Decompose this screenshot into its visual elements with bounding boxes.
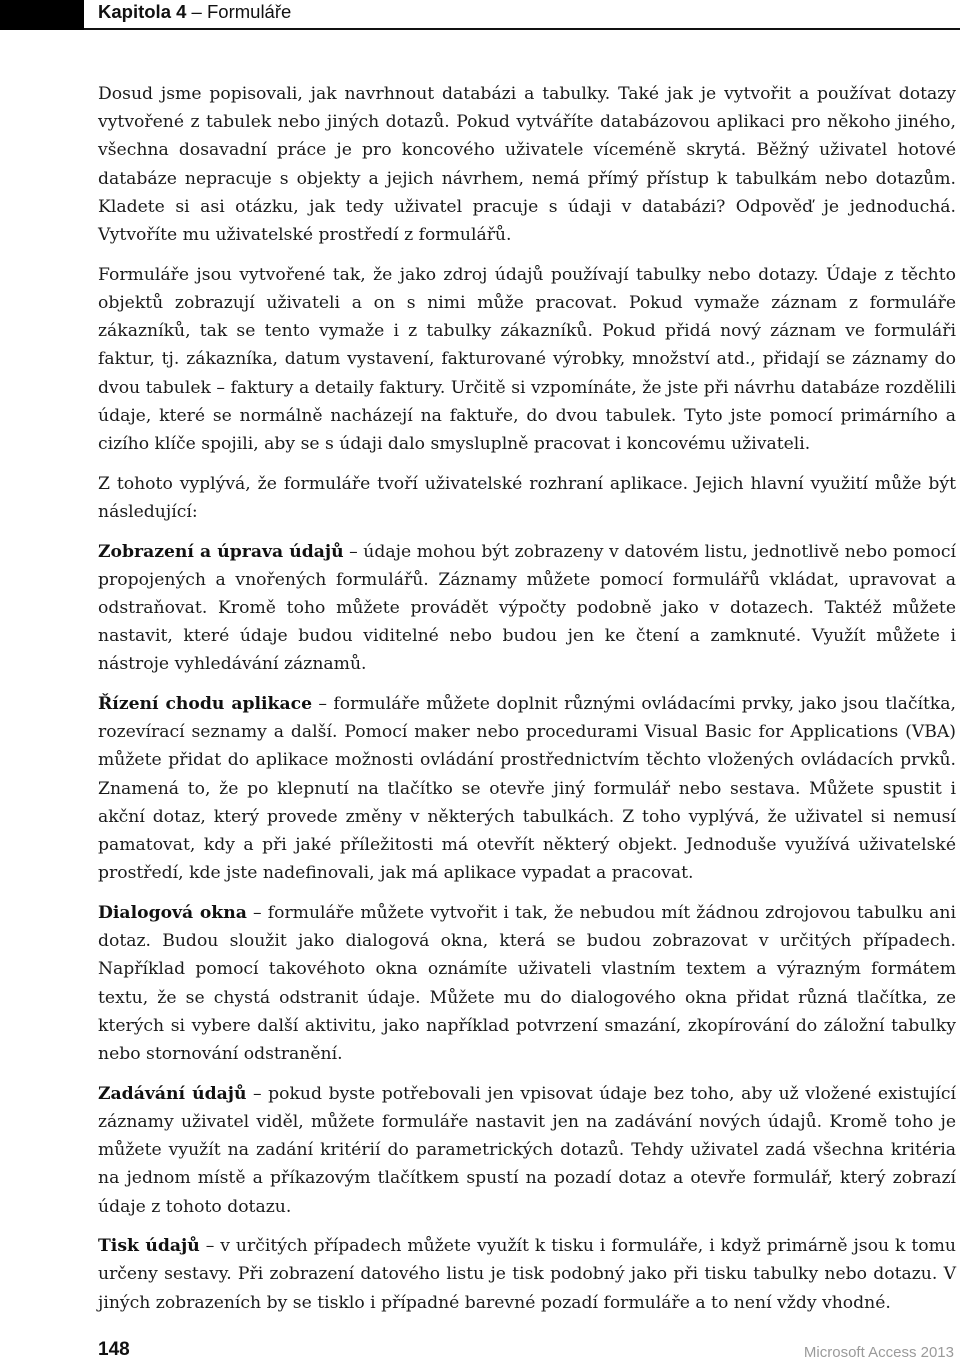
running-header — [98, 1, 291, 23]
paragraph-term: Zadávání údajů — [98, 1083, 247, 1104]
page-number: 148 — [98, 1339, 130, 1360]
paragraph-uses-intro — [98, 470, 956, 526]
paragraph-printing — [98, 1232, 956, 1317]
paragraph-data-entry — [98, 1080, 956, 1221]
paragraph-text: – pokud byste potřebovali jen vpisovat údaje bez toho, aby už vložené existující záznamy uživatel viděl, můžete formuláře nastavit jen na zadávání nových údajů. Kromě toho je můžete využít na zadání kritérií do parametrických dotazů. Tehdy uživatel zadá všechna kritéria na jednom místě a příkazovým tlačítkem spustí na pozadí dotaz a otevře formulář, který zobrazí údaje z tohoto dotazu. — [98, 1083, 956, 1217]
paragraph-dialogs — [98, 899, 956, 1068]
paragraph-term: Zobrazení a úprava údajů — [98, 541, 344, 562]
header-rule — [84, 28, 960, 30]
header-black-tab — [0, 0, 84, 30]
body-text — [98, 80, 956, 1328]
paragraph-text: Dosud jsme popisovali, jak navrhnout databázi a tabulky. Také jak je vytvořit a používat dotazy vytvořené z tabulek nebo jiných dotazů. Pokud vytváříte databázovou aplikaci pro někoho jiného, všechna dosavadní práce je pro koncového uživatele víceméně skrytá. Běžný uživatel hotové databáze nepracuje s objekty a jejich návrhem, nemá přímý přístup k tabulkám nebo dotazům. Kladete si asi otázku, jak tedy uživatel pracuje s údaji v databázi? Odpověď je jednoduchá. Vytvoříte mu uživatelské prostředí z formulářů. — [98, 84, 956, 246]
paragraph-text: – v určitých případech můžete využít k tisku i formuláře, i když primárně jsou k tomu určeny sestavy. Při zobrazení datového listu je tisk podobný jako při tisku tabulky nebo dotazu. V jiných zobrazeních by se tisklo i případné barevné pozadí formuláře a to není vždy vhodné. — [98, 1236, 956, 1313]
paragraph-text: Formuláře jsou vytvořené tak, že jako zdroj údajů používají tabulky nebo dotazy. Údaje z těchto objektů zobrazují uživateli a on s nimi může pracovat. Pokud vymaže záznam z formuláře zákazníků, tak se tento vymaže i z tabulky zákazníků. Pokud přidá nový záznam ve formuláři faktur, tj. zákazníka, datum vystavení, fakturované výrobky, množství atd., přidají se záznamy do dvou tabulek – faktury a detaily faktury. Určitě si vzpomínáte, že jste při návrhu databáze rozdělili údaje, které se normálně nacházejí na faktuře, do dvou tabulek. Tyto jste pomocí primárního a cizího klíče spojili, aby se s údaji dalo smysluplně pracovat i koncovému uživateli. — [98, 264, 956, 454]
paragraph-app-control — [98, 690, 956, 887]
paragraph-text: – údaje mohou být zobrazeny v datovém listu, jednotlivě nebo pomocí propojených a vnořených formulářů. Záznamy můžete pomocí formulářů vkládat, upravovat a odstraňovat. Kromě toho můžete provádět výpočty podobně jako v dotazech. Taktéž můžete nastavit, které údaje budou viditelné nebo budou jen ke čtení a zamknuté. Využít můžete i nástroje vyhledávání záznamů. — [98, 541, 956, 675]
book-title: Microsoft Access 2013 — [803, 1344, 954, 1361]
paragraph-display-edit — [98, 538, 956, 679]
header-separator: – — [186, 1, 207, 22]
paragraph-forms-source — [98, 261, 956, 458]
paragraph-term: Řízení chodu aplikace — [98, 694, 313, 715]
chapter-label: Kapitola 4 — [98, 1, 187, 22]
paragraph-text: – formuláře můžete vytvořit i tak, že nebudou mít žádnou zdrojovou tabulku ani dotaz. Budou sloužit jako dialogová okna, která se budou zobrazovat v určitých případech. Například pomocí takovéhoto okna oznámíte uživateli vlastním textem a výrazným formátem textu, že se chystá odstranit údaje. Můžete mu do dialogového okna přidat různá tlačítka, ze kterých si vybere další aktivitu, jako například potvrzení smazání, zkopírování do záložní tabulky nebo stornování odstranění. — [98, 902, 956, 1064]
paragraph-intro — [98, 80, 956, 249]
paragraph-term: Dialogová okna — [98, 902, 247, 923]
paragraph-text: – formuláře můžete doplnit různými ovládacími prvky, jako jsou tlačítka, rozevírací seznamy a další. Pomocí maker nebo procedurami Visual Basic for Applications (VBA) můžete přidat do aplikace možnosti ovládání prostřednictvím těchto vložených ovládacích prvků. Znamená to, že po klepnutí na tlačítko se otevře jiný formulář nebo sestava. Můžete spustit i akční dotaz, který provede změny v některých tabulkách. Z toho vyplývá, že uživatel si nemusí pamatovat, kdy a při jaké příležitosti má otevřít některý objekt. Jednoduše využívá uživatelské prostředí, kde jste nadefinovali, jak má aplikace vypadat a pracovat. — [98, 694, 956, 884]
paragraph-text: Z tohoto vyplývá, že formuláře tvoří uživatelské rozhraní aplikace. Jejich hlavní využití může být následující: — [98, 473, 956, 522]
paragraph-term: Tisk údajů — [98, 1236, 200, 1257]
chapter-title: Formuláře — [207, 1, 292, 22]
